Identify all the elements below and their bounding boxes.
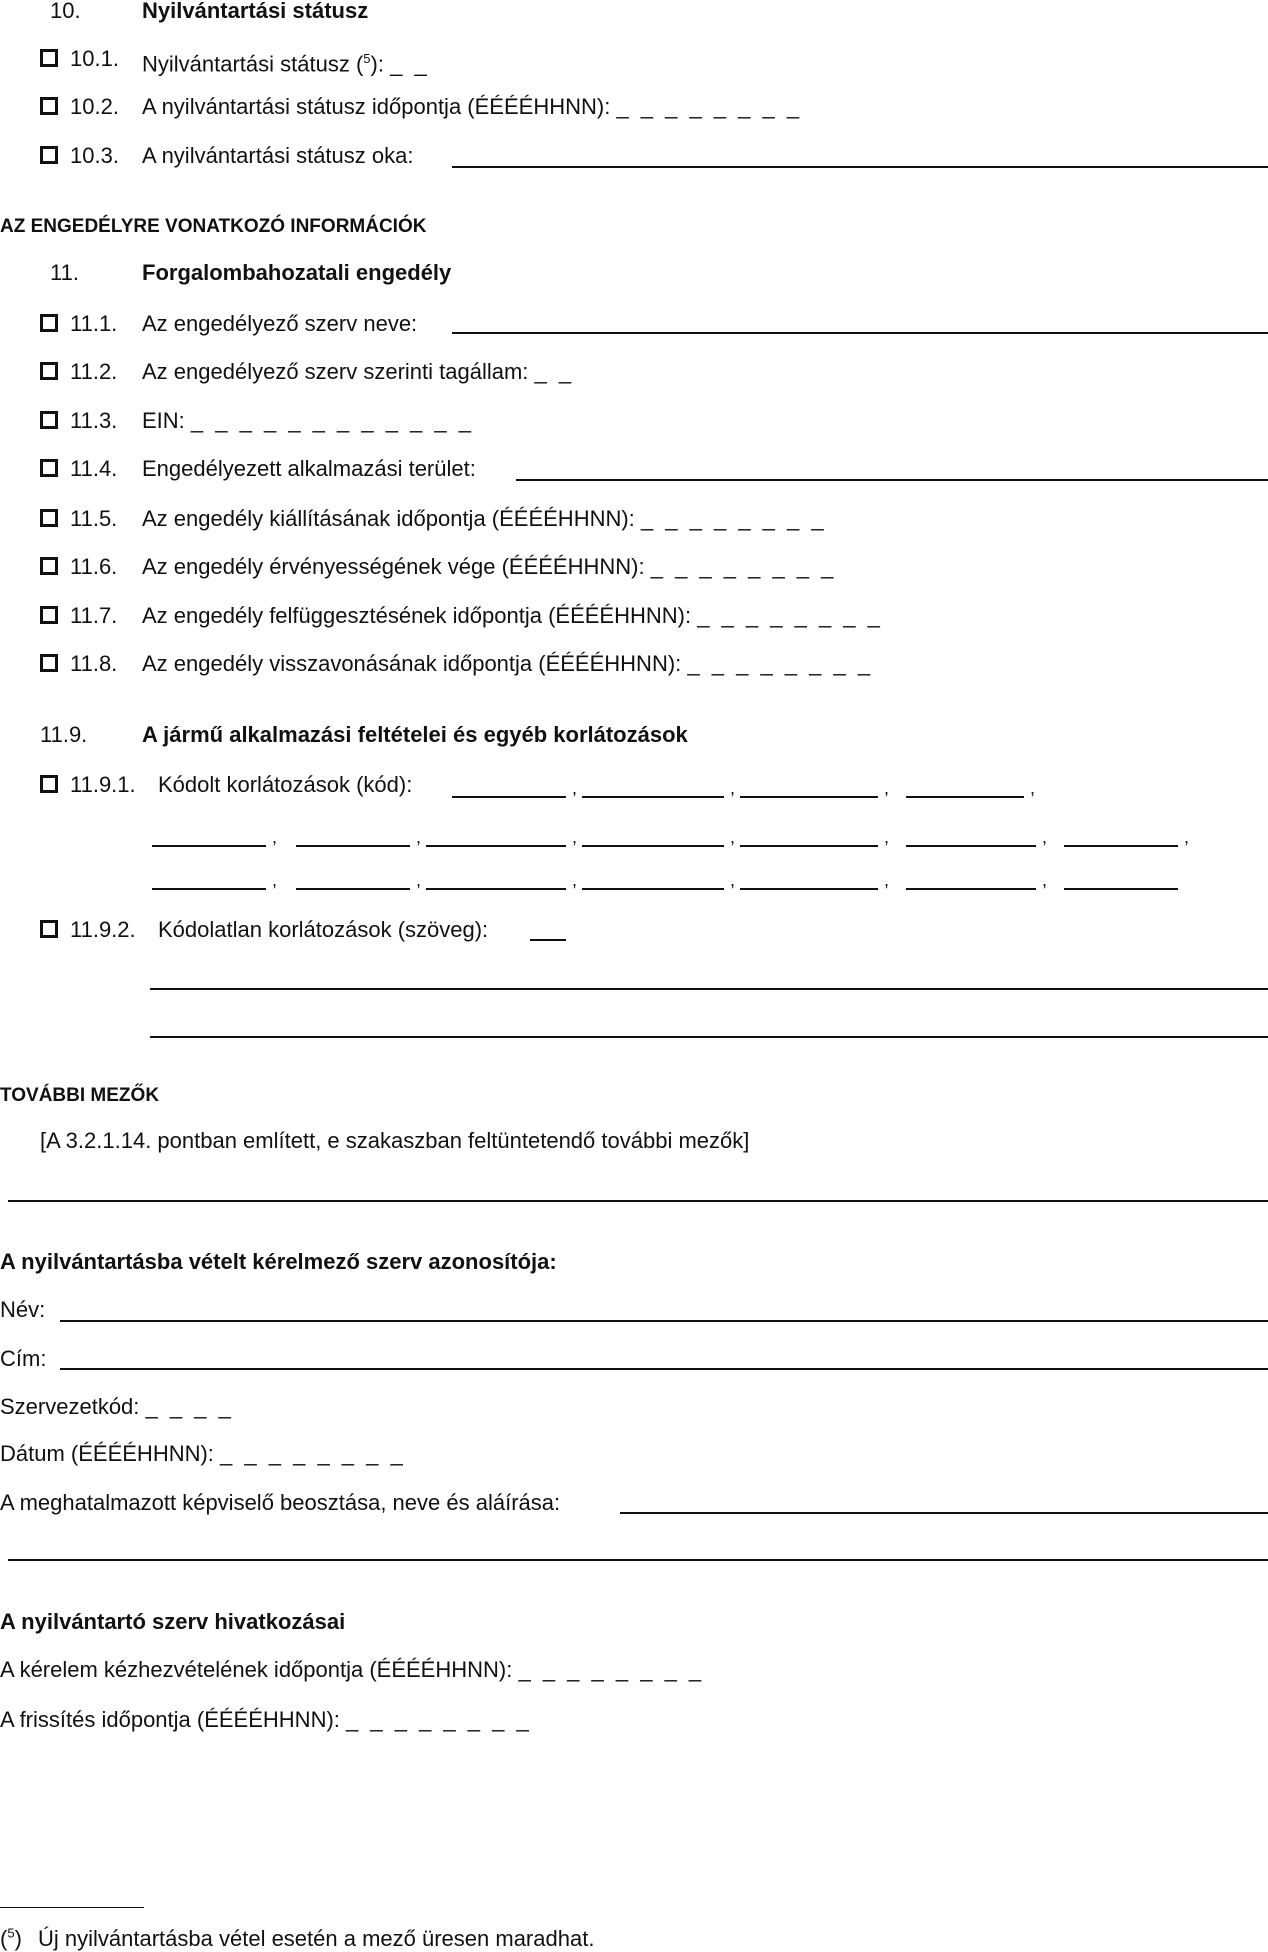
field-label: Az engedély felfüggesztésének időpontja (ÉÉÉÉHHNN): _ _ _ _ _ _ _ _ (142, 603, 883, 628)
uncoded-input-line-2[interactable] (150, 1036, 1268, 1038)
code-separator: , (572, 827, 578, 847)
code-input-line[interactable] (582, 845, 724, 847)
representative-label: A meghatalmazott képviselő beosztása, neve és aláírása: (0, 1490, 561, 1515)
code-separator: , (1184, 827, 1190, 847)
section-title: Forgalombahozatali engedély (142, 260, 452, 285)
field-label: Az engedélyező szerv neve: (142, 311, 418, 336)
update-date-label: A frissítés időpontja (ÉÉÉÉHHNN): (0, 1707, 340, 1732)
checkbox[interactable] (40, 654, 58, 672)
code-input-line[interactable] (152, 845, 266, 847)
field-number: 11.9.1. (70, 772, 136, 797)
checkbox[interactable] (40, 606, 58, 624)
representative-input-line-2[interactable] (8, 1559, 1268, 1561)
code-input-line[interactable] (152, 888, 266, 890)
section-title: A jármű alkalmazási feltételei és egyéb korlátozások (142, 722, 688, 747)
checkbox[interactable] (40, 362, 58, 380)
code-input-line[interactable] (452, 796, 566, 798)
code-separator: , (884, 870, 890, 890)
section-title: Nyilvántartási státusz (142, 0, 369, 23)
checkbox[interactable] (40, 97, 58, 115)
checkbox[interactable] (40, 49, 58, 67)
code-input-line[interactable] (906, 845, 1036, 847)
code-separator: , (730, 870, 736, 890)
field-label: Az engedély visszavonásának időpontja (ÉÉÉÉHHNN): _ _ _ _ _ _ _ _ (142, 651, 874, 676)
checkbox[interactable] (40, 775, 58, 793)
code-input-line[interactable] (740, 796, 878, 798)
applicant-heading: A nyilvántartásba vételt kérelmező szerv azonosítója: (0, 1249, 557, 1274)
org-code-blank[interactable]: _ _ _ _ (145, 1394, 234, 1419)
blank-field[interactable]: _ _ (390, 51, 430, 77)
received-date-label: A kérelem kézhezvételének időpontja (ÉÉÉÉHHNN): (0, 1657, 513, 1682)
code-separator: , (1030, 778, 1036, 798)
code-separator: , (884, 827, 890, 847)
additional-fields-heading: TOVÁBBI MEZŐK (0, 1085, 160, 1106)
code-separator: , (730, 827, 736, 847)
code-separator: , (416, 870, 422, 890)
field-number: 11.2. (70, 359, 118, 384)
applicant-address-label: Cím: (0, 1346, 47, 1371)
checkbox[interactable] (40, 314, 58, 332)
date-label: Dátum (ÉÉÉÉHHNN): (0, 1441, 214, 1466)
code-input-line[interactable] (426, 888, 566, 890)
field-number: 11.3. (70, 408, 118, 433)
authority-name-input-line[interactable] (452, 332, 1268, 334)
checkbox[interactable] (40, 411, 58, 429)
field-label: Kódolt korlátozások (kód): (158, 772, 413, 797)
checkbox[interactable] (40, 557, 58, 575)
field-label: Az engedély érvényességének vége (ÉÉÉÉHHNN): _ _ _ _ _ _ _ _ (142, 554, 837, 579)
field-number: 11.7. (70, 603, 118, 628)
footnote-mark: ($^5$) (0, 1926, 22, 1952)
footnote-ref[interactable]: 5 (363, 51, 371, 66)
field-label: Az engedély kiállításának időpontja (ÉÉÉÉHHNN): _ _ _ _ _ _ _ _ (142, 506, 827, 531)
applicant-address-input[interactable] (60, 1368, 1268, 1370)
code-separator: , (730, 778, 736, 798)
date-blank-field[interactable]: _ _ _ _ _ _ _ _ (650, 554, 837, 579)
representative-input[interactable] (620, 1512, 1268, 1514)
code-separator: , (572, 870, 578, 890)
field-number: 11.9.2. (70, 917, 136, 942)
code-input-line[interactable] (582, 796, 724, 798)
reason-input-line[interactable] (452, 166, 1268, 168)
date-blank-field[interactable]: _ _ _ _ _ _ _ _ (616, 94, 803, 119)
date-blank-field[interactable]: _ _ _ _ _ _ _ _ (220, 1441, 406, 1466)
code-separator: , (1042, 827, 1048, 847)
footnote (0, 1921, 595, 1952)
checkbox[interactable] (40, 509, 58, 527)
uncoded-input-line-1[interactable] (150, 988, 1268, 990)
field-label: A nyilvántartási státusz időpontja (ÉÉÉÉHHNN): _ _ _ _ _ _ _ _ (142, 94, 803, 119)
code-input-line[interactable] (906, 796, 1024, 798)
applicant-date-field (0, 1441, 406, 1467)
field-number: 11.8. (70, 651, 118, 676)
code-separator: , (884, 778, 890, 798)
footnote-separator (0, 1907, 144, 1908)
field-label: Nyilvántartási státusz ($^5$): _ _ (142, 51, 430, 77)
code-separator: , (272, 827, 278, 847)
additional-fields-input-line[interactable] (8, 1200, 1268, 1202)
footnote-text: Új nyilvántartásba vétel esetén a mező üresen maradhat. (38, 1926, 595, 1952)
uncoded-short-line[interactable] (530, 939, 566, 941)
date-blank-field[interactable]: _ _ _ _ _ _ _ _ (346, 1707, 532, 1732)
code-input-line[interactable] (296, 845, 410, 847)
checkbox[interactable] (40, 459, 58, 477)
applicant-name-label: Név: (0, 1297, 46, 1322)
field-number: 10.1. (70, 46, 119, 71)
field-label: A nyilvántartási státusz oka: (142, 143, 414, 168)
field-label: EIN: _ _ _ _ _ _ _ _ _ _ _ _ (142, 408, 474, 433)
code-separator: , (416, 827, 422, 847)
code-input-line[interactable] (426, 845, 566, 847)
update-date-field (0, 1707, 532, 1733)
date-blank-field[interactable]: _ _ _ _ _ _ _ _ (640, 506, 827, 531)
code-input-line[interactable] (740, 845, 878, 847)
section-number: 11.9. (40, 722, 88, 747)
field-label: Az engedélyező szerv szerinti tagállam: _ _ (142, 359, 575, 384)
code-separator: , (572, 778, 578, 798)
date-blank-field[interactable]: _ _ _ _ _ _ _ _ (518, 1657, 705, 1682)
field-label: Kódolatlan korlátozások (szöveg): (158, 917, 489, 942)
field-label: Engedélyezett alkalmazási terület: (142, 456, 476, 481)
checkbox[interactable] (40, 146, 58, 164)
org-code-label: Szervezetkód: (0, 1394, 140, 1419)
section-number: 11. (50, 260, 79, 285)
code-input-line[interactable] (740, 888, 878, 890)
field-number: 11.4. (70, 456, 118, 481)
received-date-field (0, 1657, 704, 1683)
field-number: 11.5. (70, 506, 118, 531)
code-input-line[interactable] (906, 888, 1036, 890)
field-number: 11.6. (70, 554, 118, 579)
field-number: 11.1. (70, 311, 118, 336)
code-input-line[interactable] (582, 888, 724, 890)
code-input-line[interactable] (1064, 888, 1178, 890)
code-separator: , (272, 870, 278, 890)
code-input-line[interactable] (1064, 845, 1178, 847)
registry-heading: A nyilvántartó szerv hivatkozásai (0, 1609, 346, 1634)
field-number: 10.2. (70, 94, 119, 119)
blank-field[interactable]: _ _ (534, 359, 575, 384)
checkbox[interactable] (40, 920, 58, 938)
org-code-field (0, 1394, 234, 1420)
date-blank-field[interactable]: _ _ _ _ _ _ _ _ (697, 603, 883, 628)
field-number: 10.3. (70, 143, 119, 168)
code-input-line[interactable] (296, 888, 410, 890)
licence-info-heading: AZ ENGEDÉLYRE VONATKOZÓ INFORMÁCIÓK (0, 216, 427, 237)
additional-fields-note: [A 3.2.1.14. pontban említett, e szakaszban feltüntetendő további mezők] (40, 1128, 750, 1153)
applicant-name-input[interactable] (60, 1320, 1268, 1322)
date-blank-field[interactable]: _ _ _ _ _ _ _ _ (687, 651, 874, 676)
code-separator: , (1042, 870, 1048, 890)
area-of-use-input-line[interactable] (516, 479, 1268, 481)
section-number: 10. (50, 0, 81, 23)
ein-blank-field[interactable]: _ _ _ _ _ _ _ _ _ _ _ _ (190, 408, 474, 433)
